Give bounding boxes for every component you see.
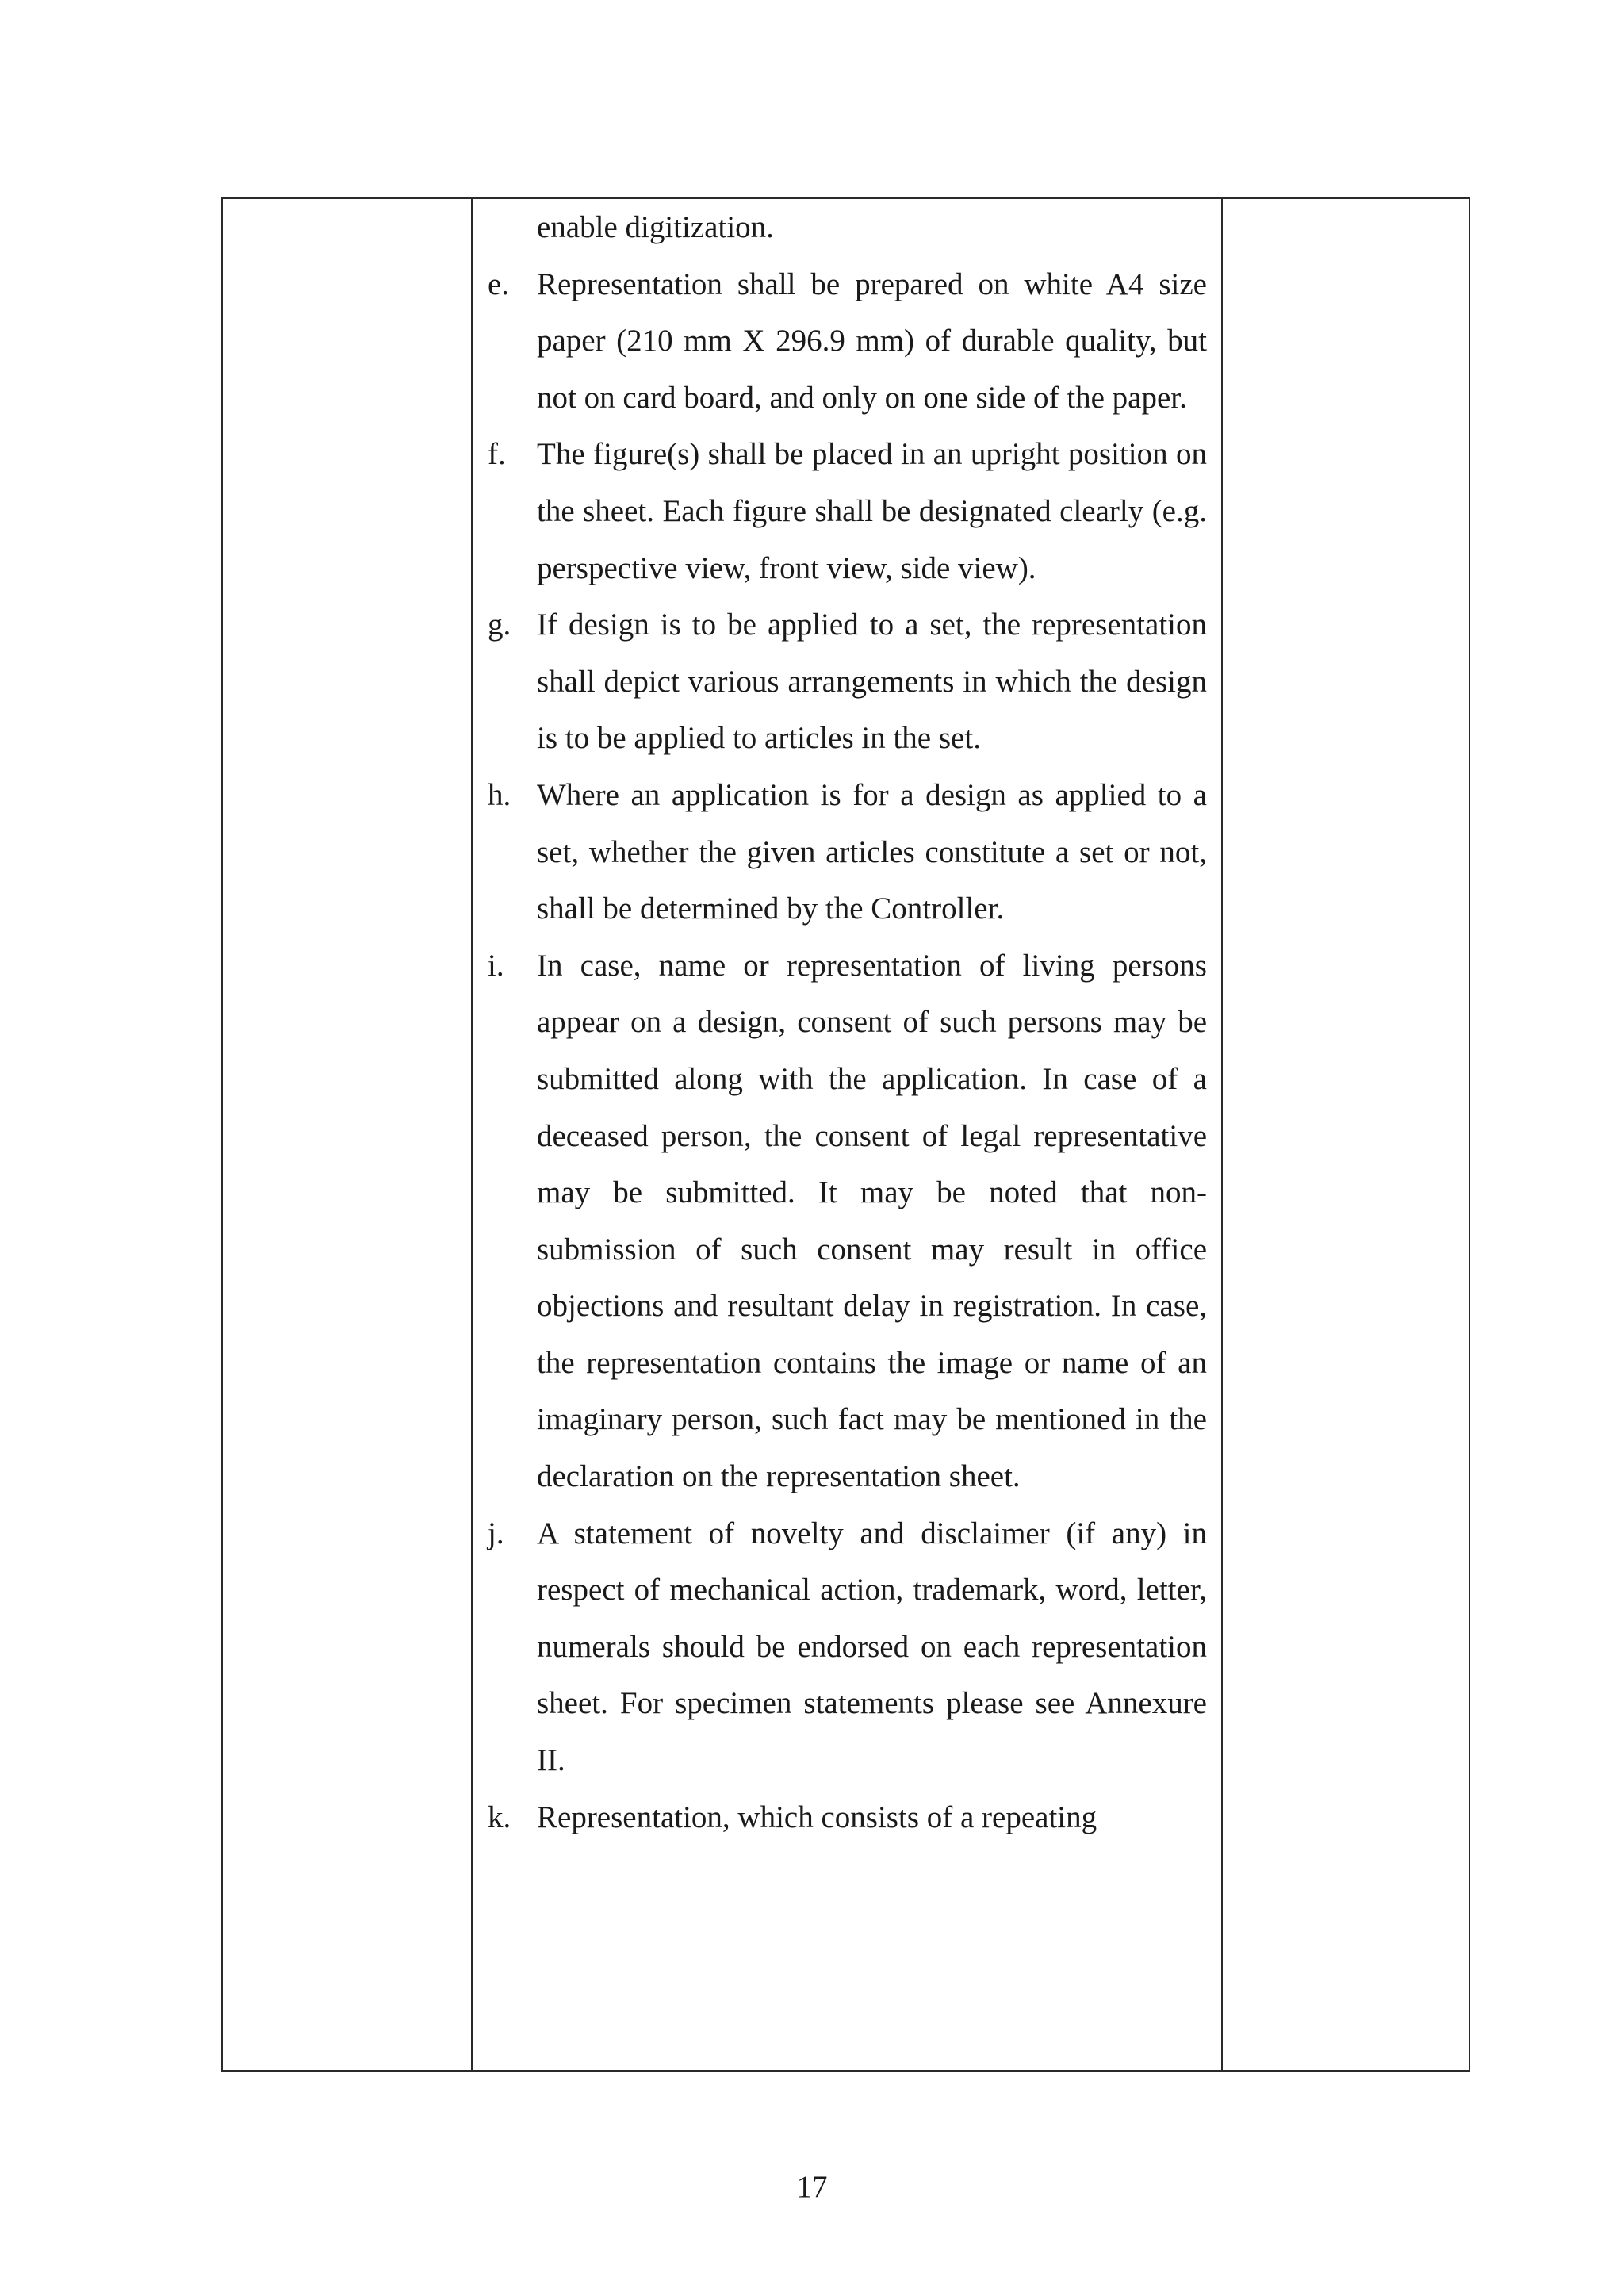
list-item-f — [488, 426, 1207, 596]
item-letter: f. — [488, 437, 506, 472]
item-text: Representation shall be prepared on white A4 size paper (210 mm X 296.9 mm) of durable quality, but not on card board, and only on one side of the paper. — [537, 266, 1207, 415]
item-letter: j. — [488, 1516, 504, 1550]
column-divider-left — [471, 199, 473, 2070]
item-text: A statement of novelty and disclaimer (if any) in respect of mechanical action, trademark, word, letter, numerals should be endorsed on each representation sheet. For specimen statements please see Annexure II. — [537, 1516, 1207, 1778]
item-text: If design is to be applied to a set, the representation shall depict various arrangements in which the design is to be applied to articles in the set. — [537, 608, 1207, 756]
item-letter: k. — [488, 1800, 511, 1834]
page-number: 17 — [796, 2170, 828, 2204]
list-item-g — [488, 596, 1207, 767]
list-item-h — [488, 767, 1207, 937]
item-letter: i. — [488, 948, 504, 983]
item-text: The figure(s) shall be placed in an upright position on the sheet. Each figure shall be designated clearly (e.g. perspective view, front view, side view). — [537, 437, 1207, 585]
item-text: In case, name or representation of living persons appear on a design, consent of such persons may be submitted along with the application. In case of a deceased person, the consent of legal representative may be submitted. It may be noted that non-submission of such consent may result in office objections and resultant delay in registration. In case, the representation contains the image or name of an imaginary person, such fact may be mentioned in the declaration on the representation sheet. — [537, 948, 1207, 1494]
column-divider-right — [1221, 199, 1223, 2070]
list-item-j — [488, 1505, 1207, 1789]
content-column — [488, 199, 1207, 1846]
list-item-k — [488, 1789, 1207, 1846]
item-text: Where an application is for a design as applied to a set, whether the given articles constitute a set or not, shall be determined by the Controller. — [537, 777, 1207, 926]
list-item-i — [488, 937, 1207, 1505]
item-text: Representation, which consists of a repeating — [537, 1800, 1097, 1834]
item-letter: g. — [488, 608, 511, 642]
item-letter: h. — [488, 777, 511, 812]
continued-line: enable digitization. — [537, 210, 774, 244]
list-item-e — [488, 256, 1207, 427]
item-letter: e. — [488, 266, 510, 301]
document-table — [221, 197, 1470, 2072]
